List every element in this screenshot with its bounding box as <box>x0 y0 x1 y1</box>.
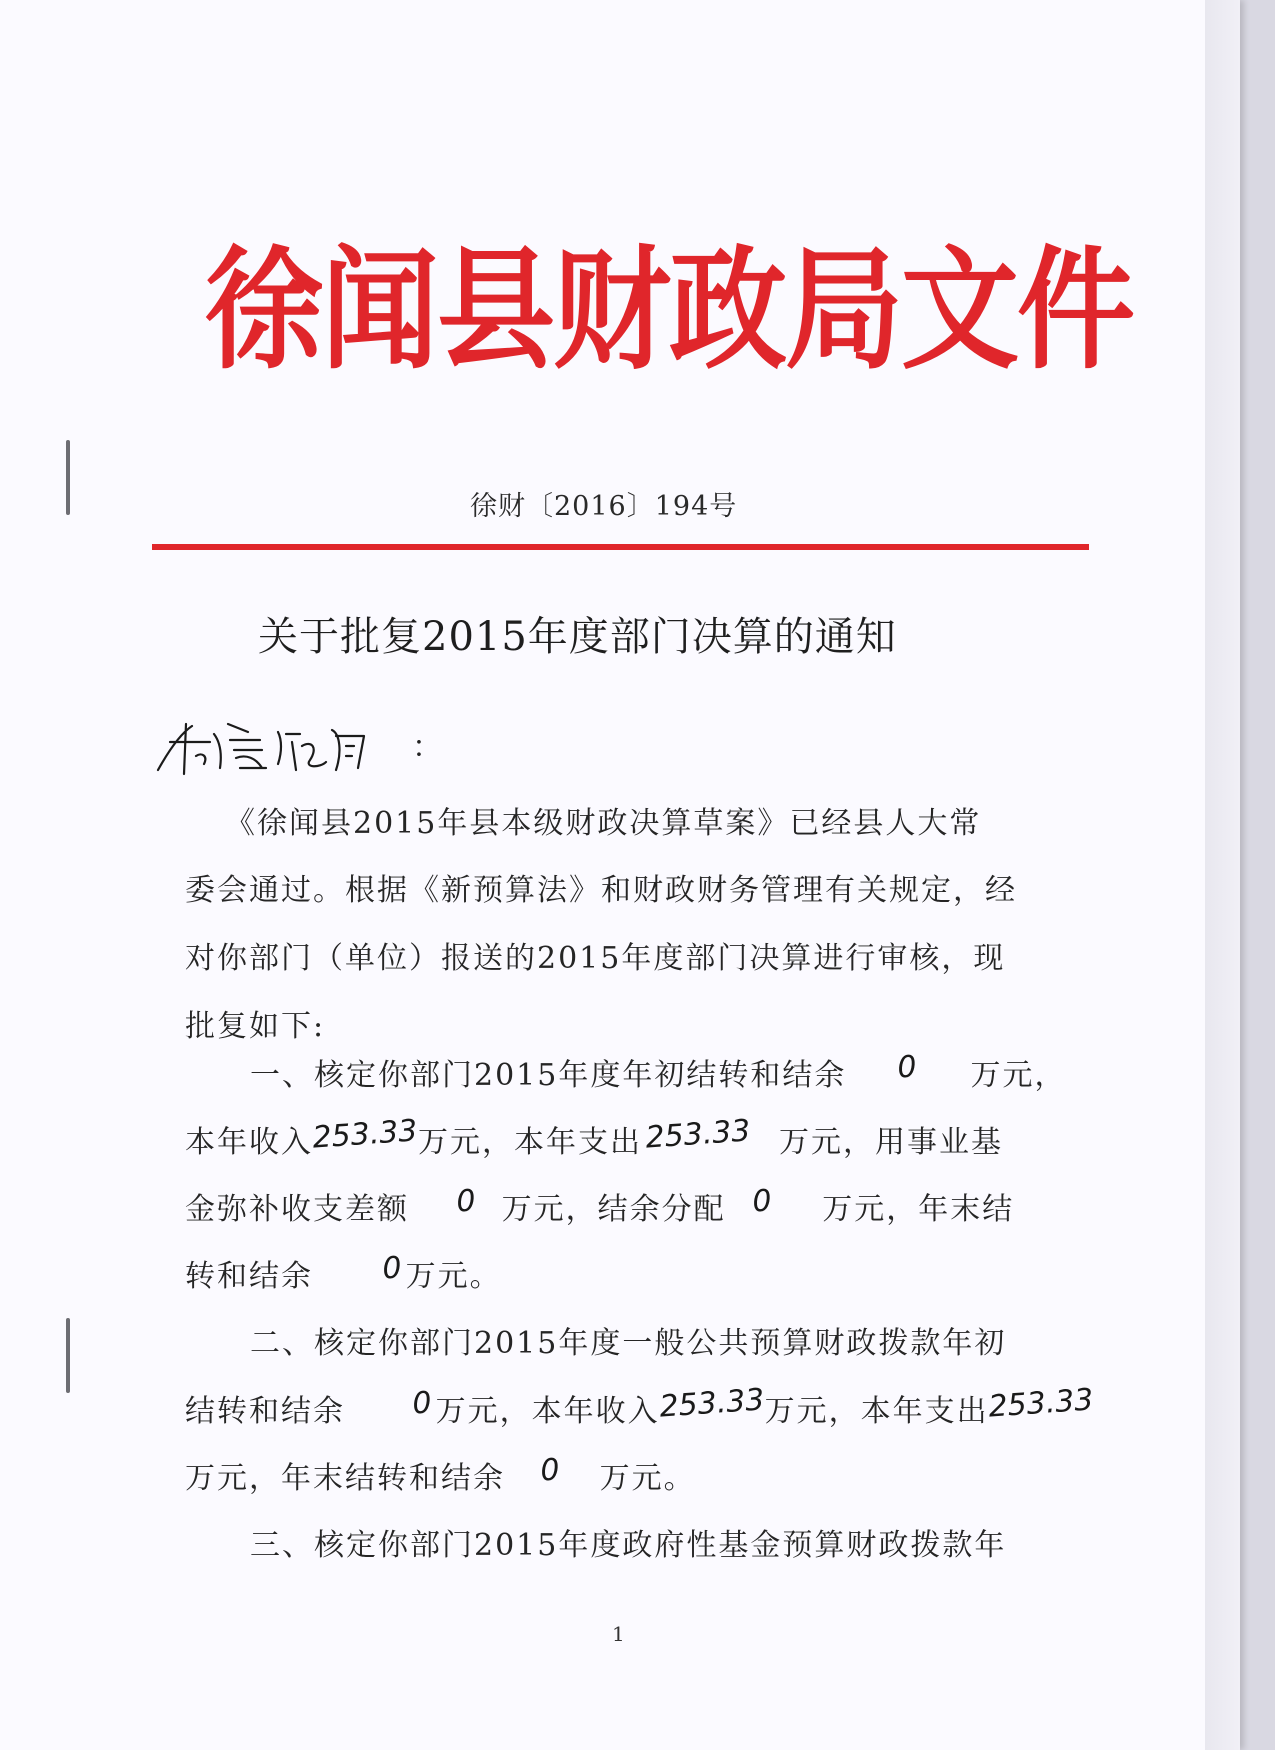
body-text: 万元。 <box>405 1259 502 1294</box>
body-text: 万元，本年收入 <box>435 1394 660 1429</box>
body-text: 万元，年末结 <box>822 1192 1015 1227</box>
body-line: 二、核定你部门2015年度一般公共预算财政拨款年初 <box>250 1326 1007 1361</box>
red-divider <box>152 544 1089 550</box>
staple-bottom <box>66 1318 70 1393</box>
body-text: 一、核定你部门2015年度年初结转和结余 <box>250 1058 847 1093</box>
body-text: 万元， <box>970 1058 1067 1093</box>
body-text: 万元。 <box>599 1461 696 1496</box>
body-line: 《徐闻县2015年县本级财政决算草案》已经县人大常 <box>225 806 982 841</box>
body-line: 三、核定你部门2015年度政府性基金预算财政拨款年 <box>250 1528 1007 1563</box>
body-line <box>185 1184 1014 1228</box>
body-line <box>185 1251 502 1295</box>
body-text: 万元，本年支出 <box>764 1394 989 1429</box>
handwritten-value: 0 <box>454 1183 477 1220</box>
document-title: 关于批复2015年度部门决算的通知 <box>258 614 897 660</box>
handwritten-value: 0 <box>896 1049 918 1086</box>
body-line: 对你部门（单位）报送的2015年度部门决算进行审核，现 <box>185 941 1006 976</box>
handwritten-value: 253.33 <box>657 1382 766 1425</box>
handwritten-value: 0 <box>410 1385 433 1422</box>
body-text: 万元，用事业基 <box>778 1125 1003 1160</box>
body-text: 万元，结余分配 <box>501 1192 726 1227</box>
handwritten-value: 253.33 <box>311 1113 419 1156</box>
staple-top <box>66 440 70 515</box>
masthead: 徐闻县财政局文件 <box>205 232 1134 388</box>
body-line <box>250 1050 1067 1094</box>
body-text: 本年收入 <box>185 1125 313 1160</box>
handwritten-value: 0 <box>751 1183 773 1220</box>
addressee-colon: ： <box>412 730 442 765</box>
handwritten-value: 253.33 <box>986 1382 1095 1425</box>
body-line: 委会通过。根据《新预算法》和财政财务管理有关规定，经 <box>185 873 1017 908</box>
body-text: 万元，本年支出 <box>417 1125 642 1160</box>
page-edge <box>1205 0 1240 1750</box>
signature-scribble <box>150 712 430 782</box>
body-line: 批复如下: <box>185 1009 326 1044</box>
handwritten-value: 0 <box>538 1452 561 1489</box>
body-text: 转和结余 <box>185 1259 313 1294</box>
body-line <box>185 1113 1003 1161</box>
body-text: 结转和结余 <box>185 1394 345 1429</box>
body-text: 金弥补收支差额 <box>185 1192 409 1227</box>
handwritten-value: 253.33 <box>644 1113 752 1156</box>
body-line <box>185 1453 696 1497</box>
body-text: 万元，年末结转和结余 <box>185 1461 505 1496</box>
document-number: 徐财〔2016〕194号 <box>470 491 738 522</box>
page-number: 1 <box>612 1622 625 1646</box>
handwritten-value: 0 <box>380 1250 403 1287</box>
body-line <box>185 1382 1095 1430</box>
handwritten-addressee <box>150 712 430 782</box>
